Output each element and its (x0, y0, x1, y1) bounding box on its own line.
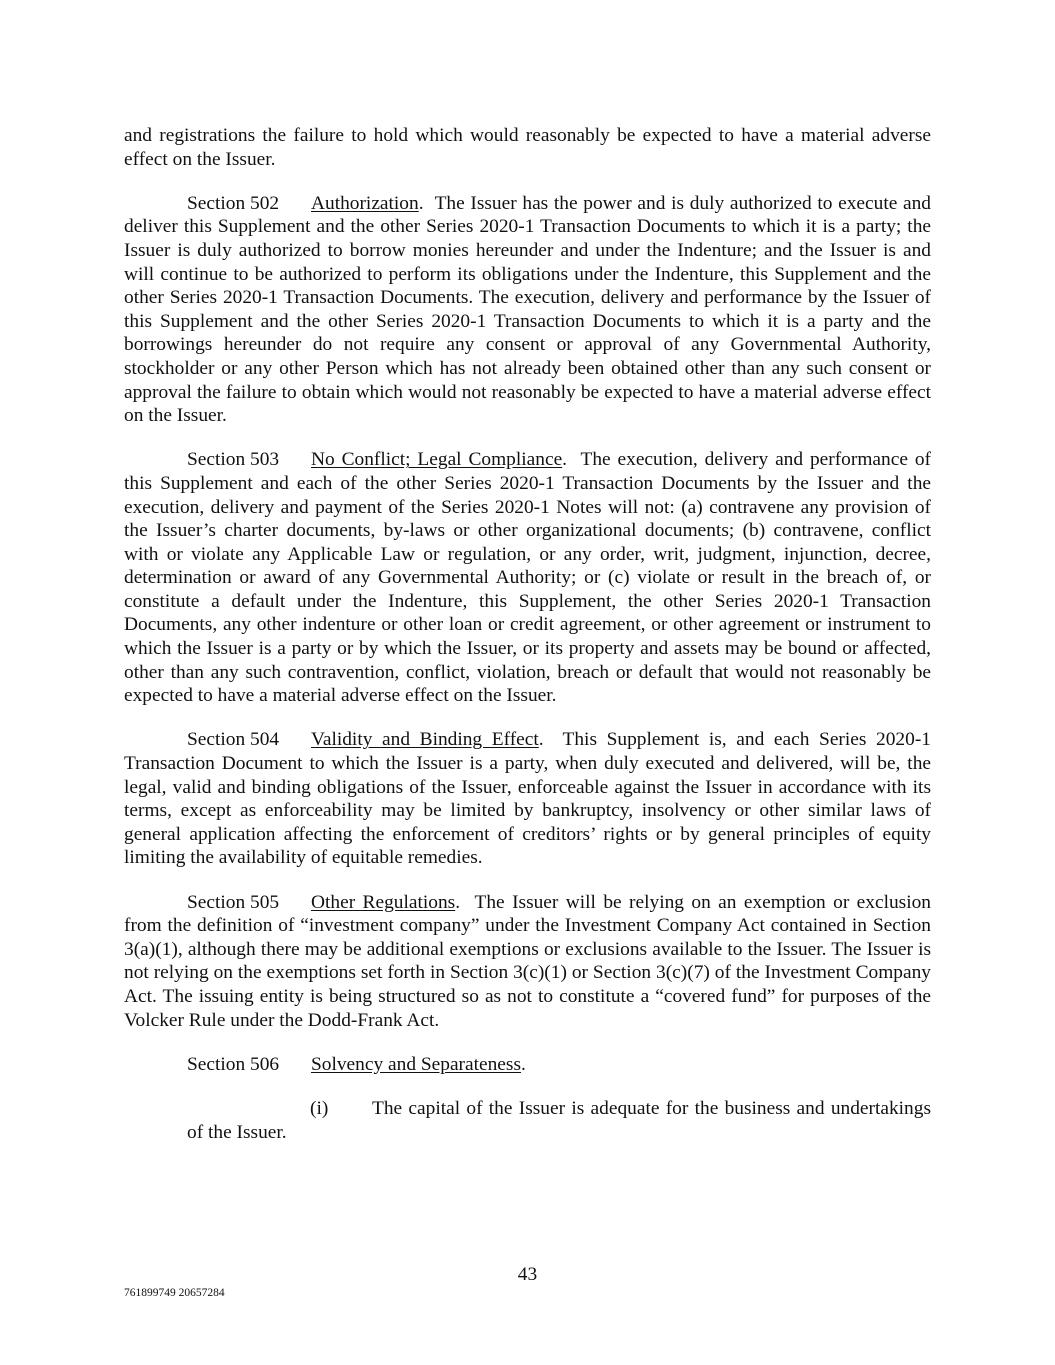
section-title: Authorization (311, 192, 419, 214)
section-504: Section 504 Validity and Binding Effect. This Supplement is, and each Series 2020-1 Transaction Document to which the Issuer is a party, when duly executed and delivered, will be, the legal, valid and binding obligations of the Issuer, enforceable against the Issuer in accordance with its terms, except as enforceability may be limited by bankruptcy, insolvency or other similar laws of general application affecting the enforcement of creditors’ rights or by general principles of equity limiting the availability of equitable remedies. (124, 729, 931, 869)
section-number: Section 503 (187, 449, 280, 471)
carryover-paragraph: and registrations the failure to hold which would reasonably be expected to have a material adverse effect on the Issuer. (124, 125, 931, 170)
section-506: Section 506 Solvency and Separateness. (187, 1053, 526, 1075)
section-number: Section 505 (187, 891, 280, 913)
section-number: Section 504 (187, 729, 280, 751)
section-title: No Conflict; Legal Compliance (311, 449, 563, 471)
section-505: Section 505 Other Regulations. The Issuer will be relying on an exemption or exclusion from the definition of “investment company” under the Investment Company Act contained in Section 3(a)(1), although there may be additional exemptions or exclusions available to the Issuer. The Issuer is not relying on the exemptions set forth in Section 3(c)(1) or Section 3(c)(7) of the Investment Company Act. The issuing entity is being structured so as not to constitute a “covered fund” for purposes of the Volcker Rule under the Dodd-Frank Act. (124, 891, 931, 1031)
subsection-i (187, 1097, 931, 1144)
section-503: Section 503 No Conflict; Legal Compliance. The execution, delivery and performance of this Supplement and each of the other Series 2020-1 Transaction Documents by the Issuer and the execution, delivery and payment of the Series 2020-1 Notes will not: (a) contravene any provision of the Issuer’s charter documents, by-laws or other organizational documents; (b) contravene, conflict with or violate any Applicable Law or regulation, or any order, writ, judgment, injunction, decree, determination or award of any Governmental Authority; or (c) violate or result in the breach of, or constitute a default under the Indenture, this Supplement, the other Series 2020-1 Transaction Documents, any other indenture or other loan or credit agreement, or other agreement or instrument to which the Issuer is a party or by which the Issuer, or its property and assets may be bound or affected, other than any such contravention, conflict, violation, breach or default that would not reasonably be expected to have a material adverse effect on the Issuer. (124, 449, 931, 707)
subsection-text: The capital of the Issuer is adequate for the business and undertakings of the Issuer. (187, 1097, 931, 1143)
section-502: Section 502 Authorization. The Issuer has the power and is duly authorized to execute and deliver this Supplement and the other Series 2020-1 Transaction Documents to which it is a party; the Issuer is duly authorized to borrow monies hereunder and under the Indenture; and the Issuer is and will continue to be authorized to perform its obligations under the Indenture, this Supplement and the other Series 2020-1 Transaction Documents. The execution, delivery and performance by the Issuer of this Supplement and the other Series 2020-1 Transaction Documents to which it is a party and the borrowings hereunder do not require any consent or approval of any Governmental Authority, stockholder or any other Person which has not already been obtained other than any such consent or approval the failure to obtain which would not reasonably be expected to have a material adverse effect on the Issuer. (124, 192, 931, 427)
section-number: Section 502 (187, 192, 280, 214)
document-body (124, 124, 931, 1165)
page-number: 43 (517, 1264, 538, 1285)
section-title: Solvency and Separateness (311, 1053, 522, 1075)
section-text: The Issuer has the power and is duly authorized to execute and deliver this Supplement and the other Series 2020-1 Transaction Documents to which it is a party; the Issuer is duly authorized to borrow monies hereunder and under the Indenture; and the Issuer is and will continue to be authorized to perform its obligations under the Indenture, this Supplement and the other Series 2020-1 Transaction Documents. The execution, delivery and performance by the Issuer of this Supplement and the other Series 2020-1 Transaction Documents to which it is a party and the borrowings hereunder do not require any consent or approval of any Governmental Authority, stockholder or any other Person which has not already been obtained other than any such consent or approval the failure to obtain which would not reasonably be expected to have a material adverse effect on the Issuer. (124, 192, 931, 427)
document-id: 761899749 20657284 (124, 1287, 225, 1299)
section-number: Section 506 (187, 1053, 280, 1075)
section-text: The Issuer will be relying on an exemption or exclusion from the definition of “investment company” under the Investment Company Act contained in Section 3(a)(1), although there may be additional exemptions or exclusions available to the Issuer. The Issuer is not relying on the exemptions set forth in Section 3(c)(1) or Section 3(c)(7) of the Investment Company Act. The issuing entity is being structured so as not to constitute a “covered fund” for purposes of the Volcker Rule under the Dodd-Frank Act. (124, 891, 931, 1031)
section-text: The execution, delivery and performance of this Supplement and each of the other Series 2020-1 Transaction Documents by the Issuer and the execution, delivery and payment of the Series 2020-1 Notes will not: (a) contravene any provision of the Issuer’s charter documents, by-laws or other organizational documents; (b) contravene, conflict with or violate any Applicable Law or regulation, or any order, writ, judgment, injunction, decree, determination or award of any Governmental Authority; or (c) violate or result in the breach of, or constitute a default under the Indenture, this Supplement, the other Series 2020-1 Transaction Documents, any other indenture or other loan or credit agreement, or other agreement or instrument to which the Issuer is a party or by which the Issuer, or its property and assets may be bound or affected, other than any such contravention, conflict, violation, breach or default that would not reasonably be expected to have a material adverse effect on the Issuer. (124, 449, 931, 707)
subsection-number: (i) (310, 1097, 329, 1119)
section-title: Validity and Binding Effect (311, 729, 539, 751)
section-text: This Supplement is, and each Series 2020-1 Transaction Document to which the Issuer is a party, when duly executed and delivered, will be, the legal, valid and binding obligations of the Issuer, enforceable against the Issuer in accordance with its terms, except as enforceability may be limited by bankruptcy, insolvency or other similar laws of general application affecting the enforcement of creditors’ rights or by general principles of equity limiting the availability of equitable remedies. (124, 729, 931, 869)
section-title: Other Regulations (311, 891, 456, 913)
